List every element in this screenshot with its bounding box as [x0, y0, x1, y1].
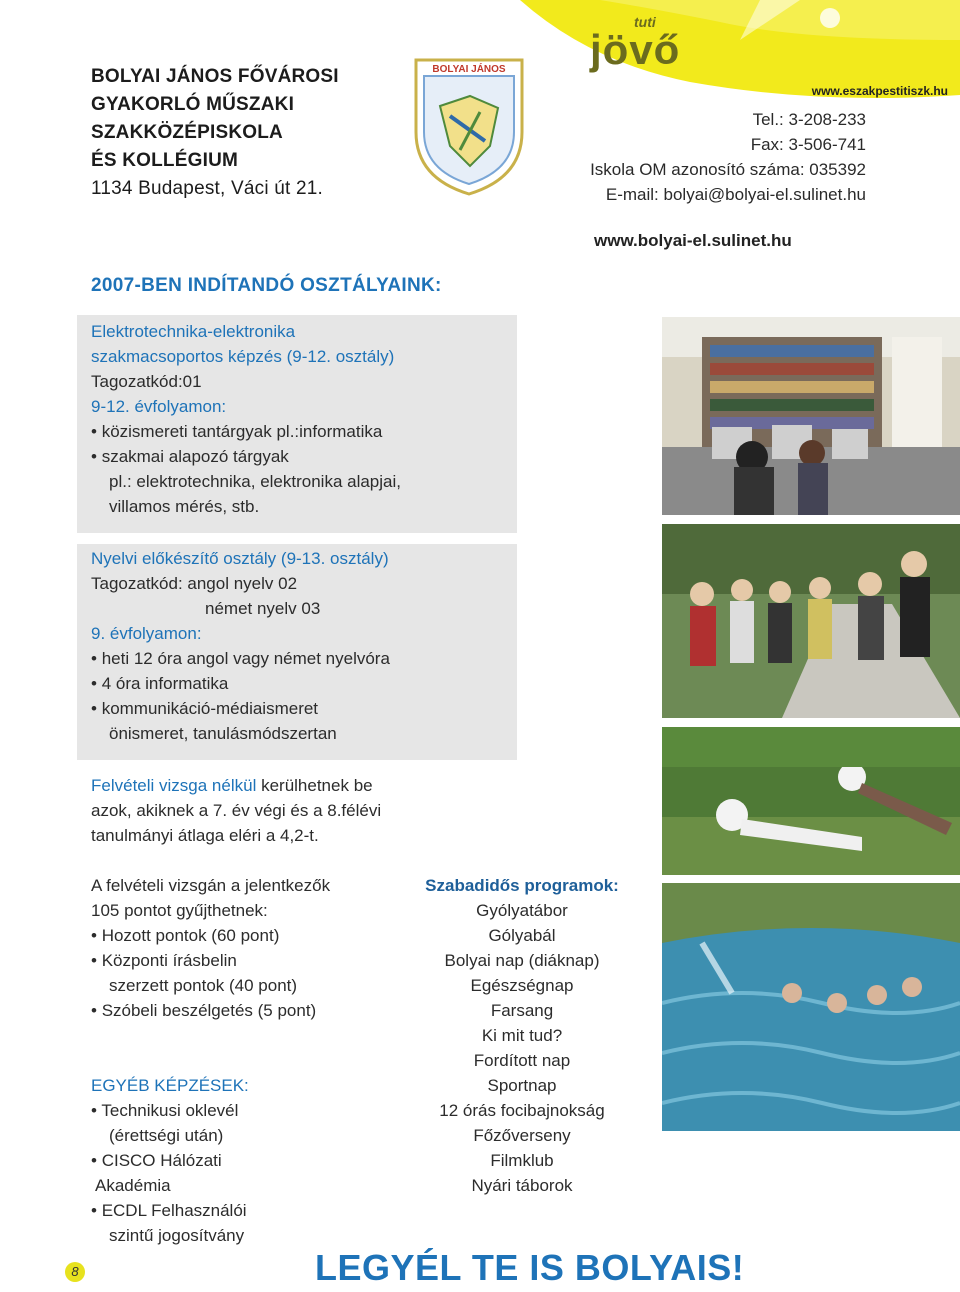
leisure-item: 12 órás focibajnokság	[439, 1101, 605, 1120]
list-item-cont: (érettségi után)	[109, 1126, 224, 1145]
leisure-item: Egészségnap	[470, 976, 574, 995]
list-item: • Szóbeli beszélgetés (5 pont)	[91, 998, 411, 1023]
list-item: • 4 óra informatika	[91, 671, 517, 696]
other-trainings	[91, 1073, 411, 1248]
class-title: Nyelvi előkészítő osztály (9-13. osztály)	[91, 549, 389, 568]
other-title: EGYÉB KÉPZÉSEK:	[91, 1076, 249, 1095]
photo-students-outdoors	[662, 524, 960, 718]
class-box-language	[77, 544, 517, 760]
exam-points	[91, 873, 411, 1023]
list-item: • Technikusi oklevél	[91, 1098, 411, 1123]
list-item: • heti 12 óra angol vagy német nyelvóra	[91, 646, 517, 671]
admission-note	[91, 773, 521, 848]
leisure-item: Ki mit tud?	[481, 1026, 563, 1045]
leisure-item: Gólyabál	[488, 926, 556, 945]
school-name-line: GYAKORLÓ MŰSZAKI	[91, 94, 295, 115]
list-item: • CISCO Hálózati	[91, 1148, 411, 1173]
list-item: • közismereti tantárgyak pl.:informatika	[91, 419, 517, 444]
leisure-item: Főzőverseny	[473, 1126, 571, 1145]
contact-tel: Tel.: 3-208-233	[752, 110, 866, 129]
leisure-title: Szabadidős programok:	[425, 876, 619, 895]
brand-logo	[588, 14, 698, 76]
class-code: Tagozatkód: angol nyelv 02	[91, 574, 298, 593]
school-name-line: ÉS KOLLÉGIUM	[91, 150, 239, 171]
list-item: • szakmai alapozó tárgyak	[91, 444, 517, 469]
admission-highlight: Felvételi vizsga nélkül	[91, 776, 257, 795]
list-item-cont: Akadémia	[95, 1176, 171, 1195]
admission-text: tanulmányi átlaga eléri a 4,2-t.	[91, 826, 319, 845]
class-years: 9-12. évfolyamon:	[91, 397, 227, 416]
page-number: 8	[65, 1262, 85, 1282]
contact-block	[548, 107, 866, 207]
class-years: 9. évfolyamon:	[91, 624, 202, 643]
leisure-item: Farsang	[490, 1001, 554, 1020]
school-name	[91, 63, 339, 203]
list-item: • kommunikáció-médiaismeret	[91, 696, 517, 721]
school-website[interactable]: www.bolyai-el.sulinet.hu	[594, 231, 792, 250]
school-address: 1134 Budapest, Váci út 21.	[91, 178, 323, 199]
exam-text: A felvételi vizsgán a jelentkezők	[91, 876, 331, 895]
leisure-item: Fordított nap	[473, 1051, 571, 1070]
brand-small-text: tuti	[634, 14, 656, 30]
leisure-item: Gyólyatábor	[476, 901, 568, 920]
class-code: Tagozatkód:01	[91, 372, 202, 391]
contact-email[interactable]: E-mail: bolyai@bolyai-el.sulinet.hu	[605, 185, 866, 204]
brand-big-text: jövő	[590, 26, 681, 73]
exam-text: 105 pontot gyűjthetnek:	[91, 901, 268, 920]
contact-om: Iskola OM azonosító száma: 035392	[590, 160, 866, 179]
list-item-cont: szerzett pontok (40 pont)	[109, 976, 298, 995]
leisure-item: Sportnap	[487, 1076, 557, 1095]
leisure-programs	[404, 873, 640, 1198]
class-title: Elektrotechnika-elektronika	[91, 322, 296, 341]
photo-swimming-pool	[662, 883, 960, 1131]
photo-computer-lab	[662, 317, 960, 515]
school-name-line: SZAKKÖZÉPISKOLA	[91, 122, 283, 143]
list-item: • ECDL Felhasználói	[91, 1198, 411, 1223]
crest-text: BOLYAI JÁNOS	[432, 64, 506, 75]
leisure-item: Bolyai nap (diáknap)	[444, 951, 600, 970]
photo-lying-students	[662, 727, 960, 875]
admission-text: azok, akiknek a 7. év végi és a 8.félévi	[91, 801, 382, 820]
school-name-line: BOLYAI JÁNOS FŐVÁROSI	[91, 66, 339, 87]
list-item-cont: pl.: elektrotechnika, elektronika alapjai,	[109, 472, 401, 491]
eszak-url[interactable]: www.eszakpestitiszk.hu	[811, 84, 948, 98]
class-code: német nyelv 03	[205, 599, 321, 618]
class-title: szakmacsoportos képzés (9-12. osztály)	[91, 347, 395, 366]
admission-text: kerülhetnek be	[256, 776, 373, 795]
leisure-item: Nyári táborok	[471, 1176, 573, 1195]
classes-title: 2007-BEN INDÍTANDÓ OSZTÁLYAINK:	[91, 275, 442, 296]
list-item-cont: önismeret, tanulásmódszertan	[109, 724, 337, 743]
school-crest-logo	[410, 46, 528, 198]
list-item-cont: villamos mérés, stb.	[109, 497, 260, 516]
class-box-electrical	[77, 315, 517, 533]
list-item: • Központi írásbelin	[91, 948, 411, 973]
list-item-cont: szintű jogosítvány	[109, 1226, 245, 1245]
list-item: • Hozott pontok (60 pont)	[91, 923, 411, 948]
slogan: LEGYÉL TE IS BOLYAIS!	[315, 1247, 745, 1288]
contact-fax: Fax: 3-506-741	[750, 135, 866, 154]
leisure-item: Filmklub	[490, 1151, 554, 1170]
